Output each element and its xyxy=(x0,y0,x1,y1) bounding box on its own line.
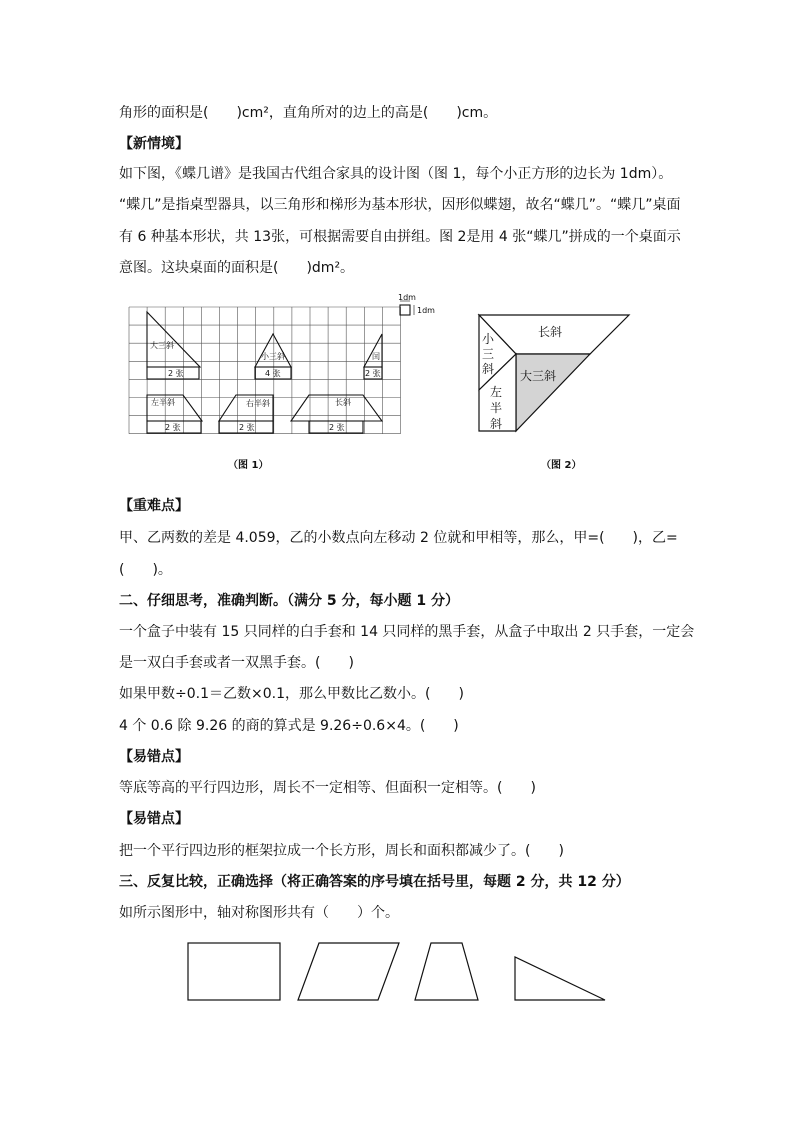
label-big-triangle: 大三斜 xyxy=(150,341,174,350)
shape-rectangle xyxy=(188,943,280,1000)
label-big: 大三斜 xyxy=(520,369,557,383)
text-line-1: 角形的面积是( )cm²，直角所对的边上的高是( )cm。 xyxy=(119,105,498,121)
text-line-9: ( )。 xyxy=(119,562,172,578)
text-line-12: 是一双白手套或者一双黑手套。( ) xyxy=(119,655,354,671)
label-long: 长斜 xyxy=(538,325,563,339)
piece-big-triangle xyxy=(147,312,200,367)
section-heading-judgement: 二、仔细思考，准确判断。（满分 5 分，每小题 1 分） xyxy=(119,593,459,609)
text-line-11: 一个盒子中装有 15 只同样的白手套和 14 只同样的黑手套，从盒子中取出 2 只手套，一定会 xyxy=(119,624,695,640)
label-small-triangle: 小三斜 xyxy=(261,352,285,361)
piece-run xyxy=(364,334,382,367)
section-tag-new-scenario: 【新情境】 xyxy=(119,136,189,152)
label-long-slant: 长斜 xyxy=(335,398,351,407)
count-big-triangle: 2 张 xyxy=(168,369,184,378)
text-line-4: “蝶几”是指桌型器具，以三角形和梯形为基本形状，因形似蝶翅，故名“蝶几”。“蝶几”桌面 xyxy=(119,197,681,213)
unit-square xyxy=(400,305,410,315)
figure-1-caption: （图 1） xyxy=(228,460,269,471)
section-tag-key-difficulty: 【重难点】 xyxy=(119,498,189,514)
label-small-3: 斜 xyxy=(482,362,495,376)
text-line-18: 把一个平行四边形的框架拉成一个长方形，周长和面积都减少了。( ) xyxy=(119,843,564,859)
unit-label-top: 1dm xyxy=(398,293,416,302)
label-left-2: 半 xyxy=(490,401,503,415)
label-right-half: 右半斜 xyxy=(246,399,270,408)
shape-trapezoid xyxy=(415,943,478,1000)
label-small-2: 三 xyxy=(482,347,495,361)
shape-parallelogram xyxy=(298,943,399,1000)
count-small-triangle: 4 张 xyxy=(265,369,281,378)
label-left-half: 左半斜 xyxy=(151,398,175,407)
text-line-8: 甲、乙两数的差是 4.059，乙的小数点向左移动 2 位就和甲相等，那么，甲=( )，乙= xyxy=(119,530,678,546)
text-line-16: 等底等高的平行四边形，周长不一定相等、但面积一定相等。( ) xyxy=(119,780,536,796)
text-line-13: 如果甲数÷0.1＝乙数×0.1，那么甲数比乙数小。( ) xyxy=(119,686,464,702)
label-run: 闰 xyxy=(372,352,380,361)
label-small-1: 小 xyxy=(482,332,495,346)
label-left-3: 斜 xyxy=(490,417,503,431)
region-big-triangle xyxy=(516,354,590,431)
figure-1-grid xyxy=(128,292,438,440)
count-right-half: 2 张 xyxy=(239,423,255,432)
section-tag-error-prone-1: 【易错点】 xyxy=(119,749,189,765)
section-heading-choice: 三、反复比较，正确选择（将正确答案的序号填在括号里，每题 2 分，共 12 分） xyxy=(119,874,630,890)
text-line-3: 如下图，《蝶几谱》是我国古代组合家具的设计图（图 1，每个小正方形的边长为 1dm）。 xyxy=(119,166,673,182)
count-left-half: 2 张 xyxy=(165,423,181,432)
figure-2-caption: （图 2） xyxy=(541,460,582,471)
choice-shapes xyxy=(186,940,608,1004)
text-line-14: 4 个 0.6 除 9.26 的商的算式是 9.26÷0.6×4。( ) xyxy=(119,718,459,734)
shape-right-triangle xyxy=(515,957,605,1000)
text-line-20: 如所示图形中，轴对称图形共有（ ）个。 xyxy=(119,905,399,921)
unit-label-right: 1dm xyxy=(417,306,435,315)
text-line-5: 有 6 种基本形状，共 13张，可根据需要自由拼组。图 2是用 4 张“蝶几”拼成的一个桌面示 xyxy=(119,229,681,245)
piece-small-triangle xyxy=(255,334,291,367)
count-run: 2 张 xyxy=(365,369,381,378)
figure-2-tabletop xyxy=(476,312,634,436)
section-tag-error-prone-2: 【易错点】 xyxy=(119,811,189,827)
label-left-1: 左 xyxy=(490,385,503,399)
count-long-slant: 2 张 xyxy=(329,423,345,432)
text-line-6: 意图。这块桌面的面积是( )dm²。 xyxy=(119,260,355,276)
